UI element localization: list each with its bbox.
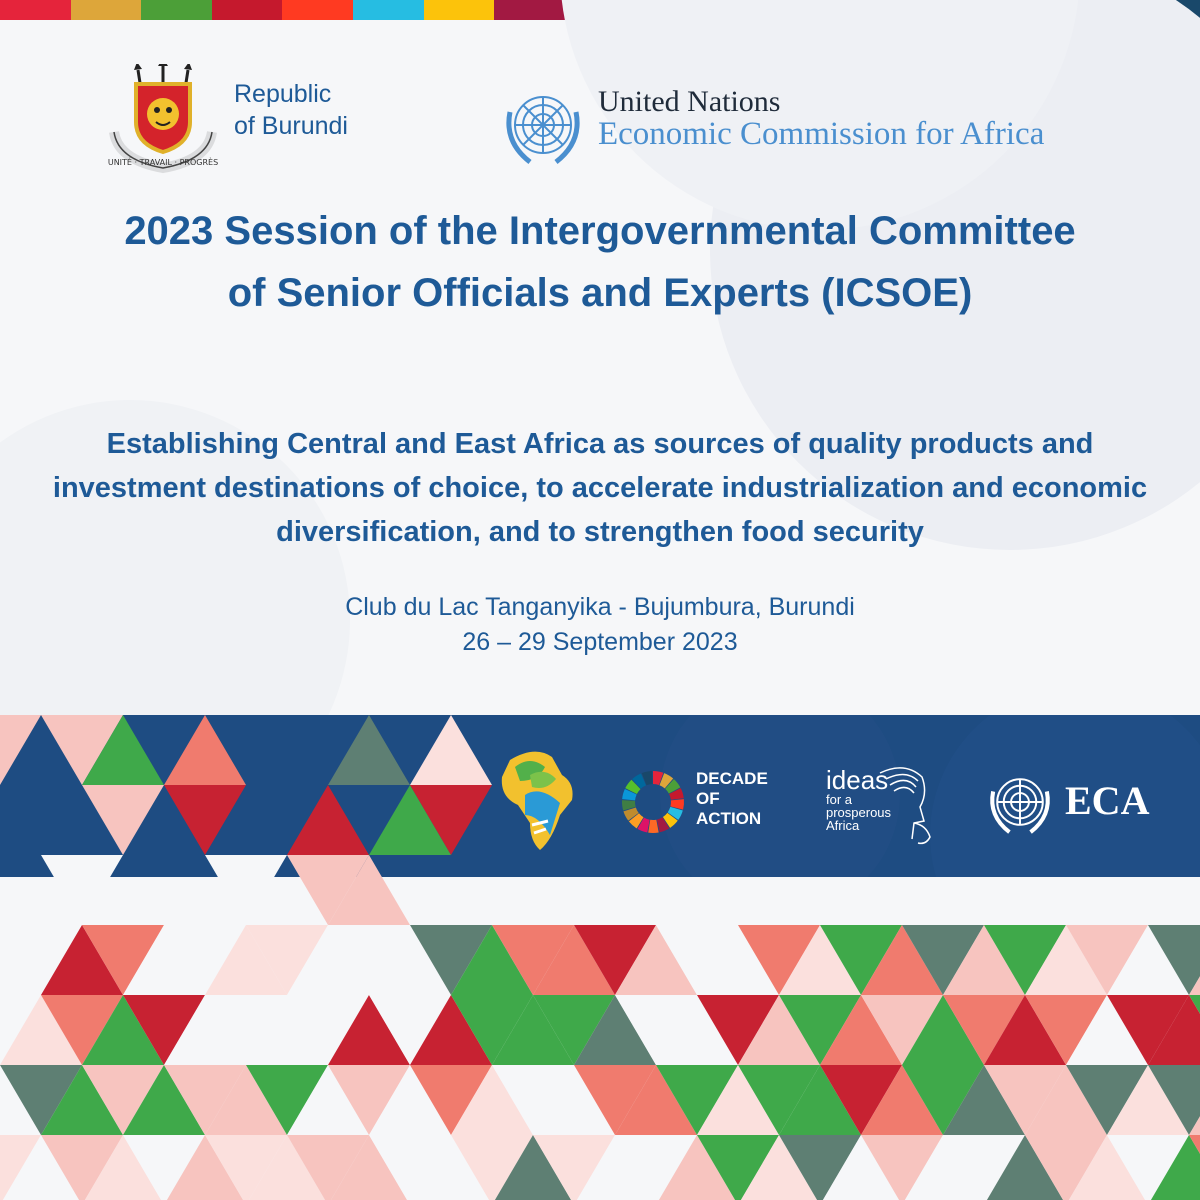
event-dates: 26 – 29 September 2023	[462, 628, 738, 656]
ideas-line3: prosperous	[826, 805, 892, 820]
seal-motto: UNITÉ · TRAVAIL · PROGRÈS	[108, 158, 218, 167]
mosaic-triangle	[82, 785, 164, 855]
decade-text	[696, 769, 768, 829]
ideas-line2: for a	[826, 792, 853, 807]
mosaic-triangle	[164, 715, 246, 785]
decade-line2: OF	[696, 789, 720, 808]
decade-of-action-logo	[620, 769, 770, 835]
mosaic-triangle	[287, 785, 369, 855]
mosaic-triangle	[328, 715, 410, 785]
ideas-big: ideas	[826, 765, 889, 795]
burundi-name-line2: of Burundi	[234, 112, 348, 140]
un-title: United Nations	[598, 85, 781, 118]
decade-line1: DECADE	[696, 769, 768, 788]
eca-logo	[985, 767, 1165, 837]
burundi-name-line1: Republic	[234, 80, 332, 108]
eca-title: Economic Commission for Africa	[598, 116, 1045, 152]
ideas-head-icon	[870, 763, 940, 849]
ideas-for-prosperous-africa-logo	[820, 763, 940, 849]
header-logos	[0, 60, 1200, 170]
venue-block	[100, 590, 1100, 660]
burundi-name	[234, 78, 348, 142]
ideas-line4: Africa	[826, 818, 860, 833]
burundi-coat-of-arms-icon	[108, 64, 218, 176]
mosaic-triangle	[164, 785, 246, 855]
sdg-wheel-icon	[620, 769, 686, 835]
mosaic-triangle	[0, 715, 41, 785]
venue-location: Club du Lac Tanganyika - Bujumbura, Burundi	[345, 593, 855, 621]
un-emblem-icon	[985, 767, 1055, 837]
africa-map-leaf-icon	[490, 745, 580, 855]
partner-logos	[480, 745, 1180, 855]
un-emblem-icon	[500, 82, 586, 168]
mosaic-triangle	[205, 855, 287, 925]
sdg-wheel-segment	[648, 820, 658, 833]
session-theme: Establishing Central and East Africa as sources of quality products and investment destinations of choice, to accelerate industrialization and economic diversification, and to strengthen food security	[52, 428, 1148, 548]
mosaic-triangle	[41, 855, 123, 925]
session-title: 2023 Session of the Intergovernmental Committee of Senior Officials and Experts (ICSOE)	[124, 209, 1076, 315]
decade-line3: ACTION	[696, 809, 762, 828]
eca-label: ECA	[1065, 778, 1150, 823]
